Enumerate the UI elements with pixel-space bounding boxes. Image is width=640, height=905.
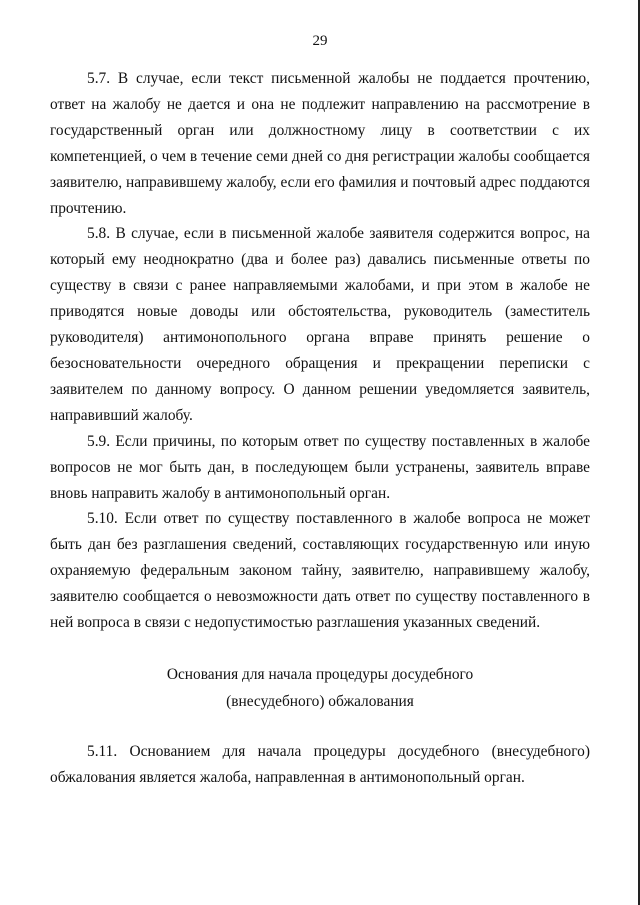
paragraph-5-9: 5.9. Если причины, по которым ответ по существу поставленных в жалобе вопросов не мог быть дан, в последующем были устранены, заявитель вправе вновь направить жалобу в антимонопольный орган. (50, 432, 590, 502)
section-heading (50, 661, 590, 715)
body-text (50, 66, 590, 636)
paragraph-5-11: 5.11. Основанием для начала процедуры досудебного (внесудебного) обжалования является жалоба, направленная в антимонопольный орган. (50, 743, 590, 786)
body-text-after-heading (50, 739, 590, 791)
section-heading-line-2: (внесудебного) обжалования (226, 693, 414, 710)
page-number: 29 (312, 33, 328, 49)
section-heading-line-1: Основания для начала процедуры досудебного (166, 666, 474, 683)
paragraph-5-7: 5.7. В случае, если текст письменной жалобы не поддается прочтению, ответ на жалобу не дается и она не подлежит направлению на рассмотрение в государственный орган или должностному лицу в соответствии с их компетенцией, о чем в течение семи дней со дня регистрации жалобы сообщается заявителю, направившему жалобу, если его фамилия и почтовый адрес поддаются прочтению. (50, 70, 590, 217)
paragraph-5-10: 5.10. Если ответ по существу поставленного в жалобе вопроса не может быть дан без разглашения сведений, составляющих государственную или иную охраняемую федеральным законом тайну, заявителю, направившему жалобу, заявителю сообщается о невозможности дать ответ по существу поставленного в ней вопроса в связи с недопустимостью разглашения указанных сведений. (50, 510, 590, 632)
paragraph-5-8: 5.8. В случае, если в письменной жалобе заявителя содержится вопрос, на который ему неоднократно (два и более раз) давались письменные ответы по существу в связи с ранее направляемыми жалобами, и при этом в жалобе не приводятся новые доводы или обстоятельства, руководитель (заместитель руководителя) антимонопольного органа вправе принять решение о безосновательности очередного обращения и прекращении переписки с заявителем по данному вопросу. О данном решении уведомляется заявитель, направивший жалобу. (50, 225, 590, 424)
